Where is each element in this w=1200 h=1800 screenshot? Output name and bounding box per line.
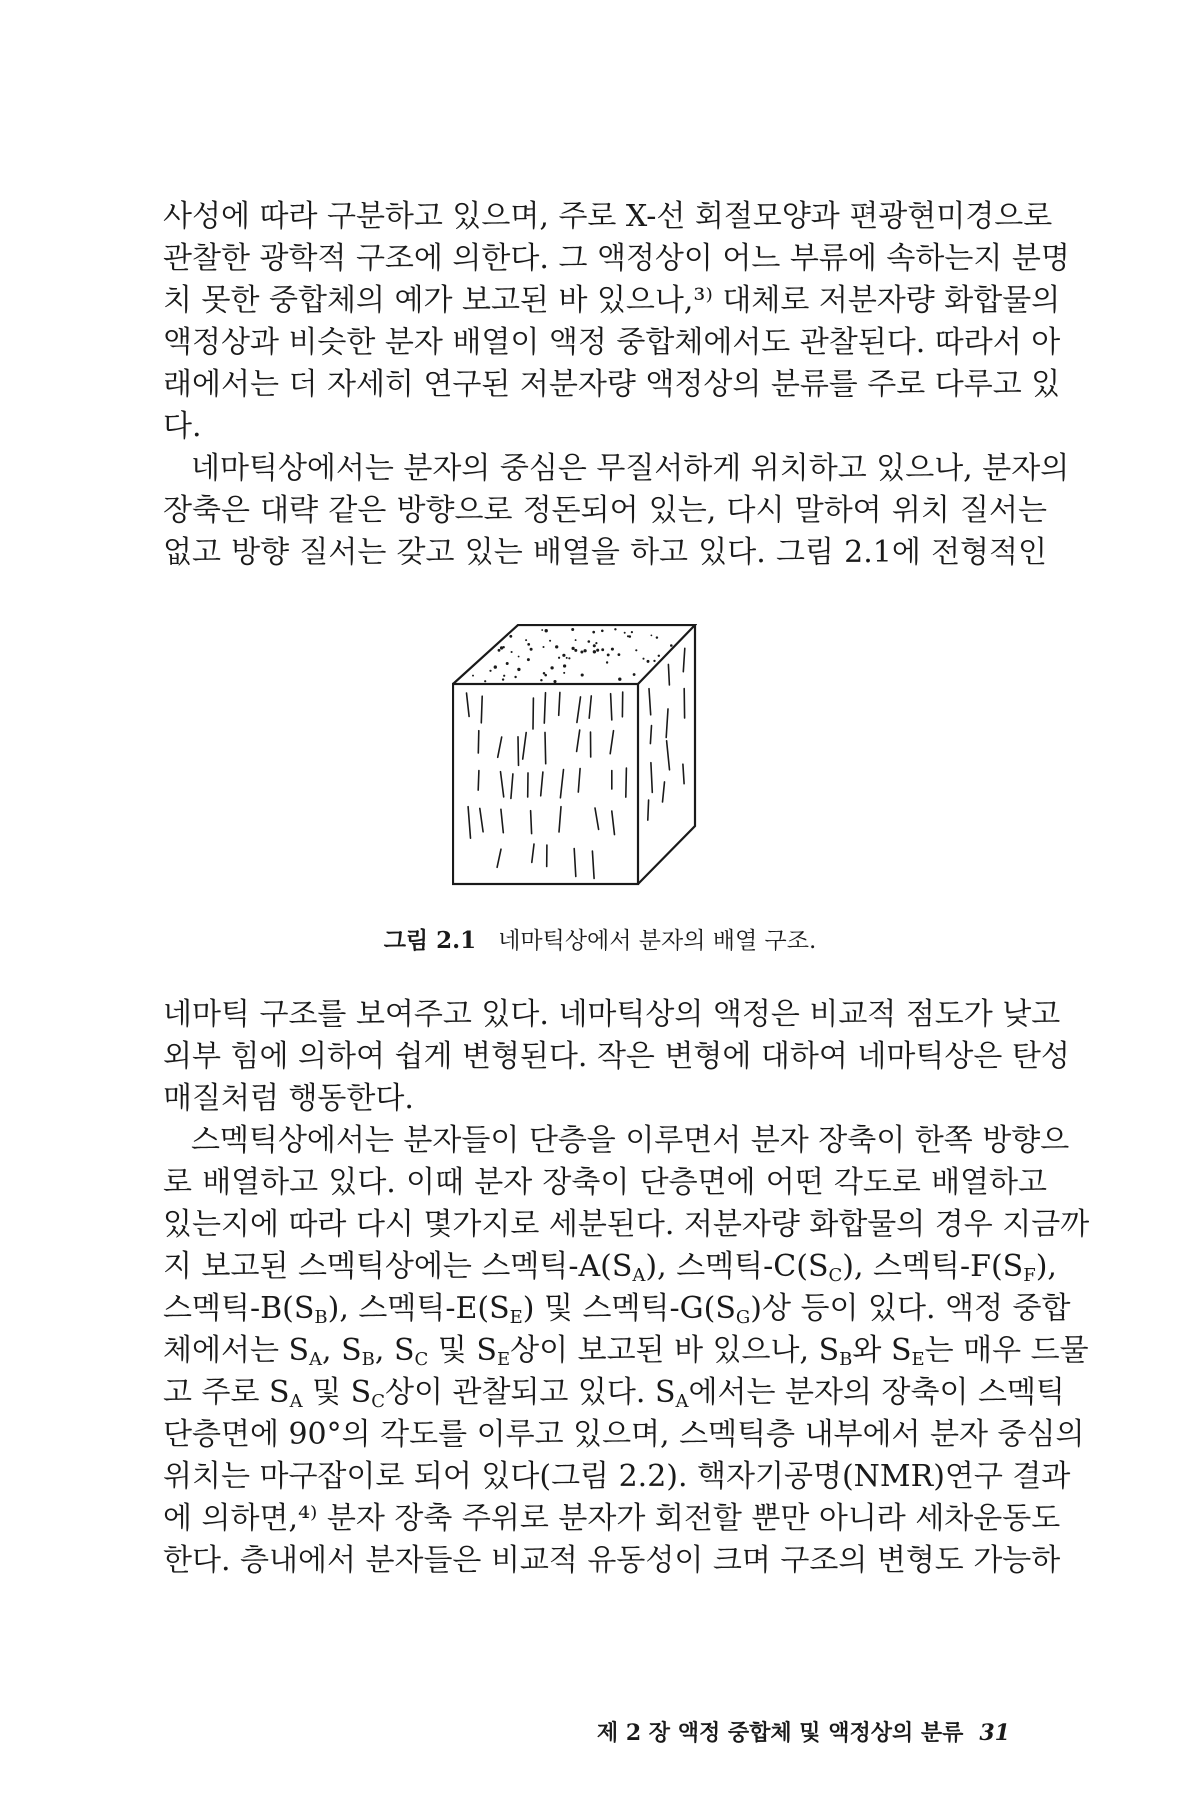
molecule-dot — [607, 653, 610, 656]
molecule-dot — [581, 673, 584, 676]
text-line: 래에서는 더 자세히 연구된 저분자량 액정상의 분류를 주로 다루고 있 — [163, 367, 1061, 402]
text-line: 고 주로 $S_A$ 및 $S_C$상이 관찰되고 있다. $S_A$에서는 분자의 장축이 스멕틱 — [163, 1375, 1065, 1412]
molecule-rod — [523, 733, 527, 760]
text-line: 없고 방향 질서는 갖고 있는 배열을 하고 있다. 그림 2.1에 전형적인 — [163, 535, 1047, 570]
molecule-dot — [575, 639, 577, 641]
running-footer — [560, 1716, 1010, 1747]
molecule-dot — [489, 670, 491, 672]
molecule-dot — [592, 631, 595, 634]
molecule-dot — [618, 678, 621, 681]
molecule-dot — [527, 643, 530, 646]
molecule-dot — [555, 645, 558, 648]
molecule-dot — [472, 675, 474, 677]
molecule-dot — [503, 675, 505, 677]
molecule-dot — [549, 640, 551, 642]
molecule-rod — [481, 696, 482, 723]
molecule-dot — [651, 635, 653, 637]
molecule-dot — [580, 651, 583, 654]
molecule-dot — [618, 653, 621, 656]
molecule-dot — [595, 642, 597, 644]
molecule-rod — [612, 811, 615, 835]
figure-caption-text: 네마틱상에서 분자의 배열 구조. — [498, 928, 817, 954]
molecule-rod — [511, 774, 513, 799]
molecule-dot — [593, 650, 596, 653]
molecule-dot — [627, 635, 629, 637]
molecule-dot — [566, 657, 568, 659]
nematic-cube-figure — [452, 624, 697, 886]
text-line: 관찰한 광학적 구조에 의한다. 그 액정상이 어느 부류에 속하는지 분명 — [163, 241, 1070, 276]
molecule-dot — [633, 673, 636, 676]
molecule-dot — [624, 632, 626, 634]
molecule-rod — [651, 763, 652, 793]
molecule-dot — [593, 644, 596, 647]
text-line: 한다. 층내에서 분자들은 비교적 유동성이 크며 구조의 변형도 가능하 — [163, 1543, 1061, 1578]
molecule-dot — [511, 651, 513, 653]
text-line: 사성에 따라 구분하고 있으며, 주로 X-선 회절모양과 편광현미경으로 — [163, 199, 1053, 234]
text-block-lower — [163, 994, 1090, 1582]
molecule-dot — [601, 648, 604, 651]
molecule-rod — [610, 731, 613, 754]
molecule-dot — [611, 648, 614, 651]
molecule-rod — [595, 808, 599, 829]
text-line: 체에서는 $S_A$, $S_B$, $S_C$ 및 $S_E$상이 보고된 바 있으나, $S_B$와 $S_E$는 매우 드물 — [163, 1333, 1089, 1370]
text-line: 매질처럼 행동한다. — [163, 1081, 414, 1116]
molecule-dot — [517, 668, 520, 671]
text-line: 단층면에 90°의 각도를 이루고 있으며, 스멕틱층 내부에서 분자 중심의 — [163, 1417, 1085, 1452]
molecule-dot — [614, 628, 616, 630]
molecule-rod — [666, 709, 668, 738]
text-line: 치 못한 중합체의 예가 보고된 바 있으나,³⁾ 대체로 저분자량 화합물의 — [163, 283, 1061, 318]
molecule-dot — [530, 648, 533, 651]
molecule-rod — [541, 772, 543, 796]
running-head: 제 2 장 액정 중합체 및 액정상의 분류 — [596, 1720, 964, 1746]
molecule-rod — [559, 807, 561, 832]
page-number: 31 — [979, 1720, 1010, 1746]
molecule-dot — [562, 654, 565, 657]
molecule-rod — [589, 696, 591, 718]
molecule-rod — [498, 737, 502, 757]
molecule-rod — [544, 693, 545, 723]
figure-caption-number: 그림 2.1 — [383, 927, 477, 954]
molecule-dot — [541, 629, 543, 631]
molecule-dot — [545, 629, 548, 632]
text-line: 외부 힘에 의하여 쉽게 변형된다. 작은 변형에 대하여 네마틱상은 탄성 — [163, 1039, 1070, 1074]
molecule-dot — [506, 662, 509, 665]
molecule-dot — [642, 658, 644, 660]
molecule-rod — [467, 693, 470, 717]
molecule-rod — [497, 849, 501, 867]
molecule-rod — [531, 811, 532, 834]
molecule-dot — [544, 674, 547, 677]
molecule-dot — [518, 656, 520, 658]
text-line: 다. — [163, 409, 202, 444]
molecule-dot — [509, 635, 512, 638]
molecule-dot — [563, 672, 565, 674]
molecule-rod — [480, 808, 483, 831]
text-line: 스멕틱$-B(S_B)$, 스멕틱$-E(S_E)$ 및 스멕틱$-G(S_G)$상 등이 있다. 액정 중합 — [163, 1291, 1071, 1328]
molecule-dot — [498, 649, 501, 652]
molecule-rod — [667, 741, 670, 770]
molecule-rod — [650, 726, 651, 744]
text-line: 로 배열하고 있다. 이때 분자 장축이 단층면에 어떤 각도로 배열하고 — [163, 1165, 1047, 1200]
nematic-cube-illustration — [452, 624, 697, 886]
molecule-dot — [587, 640, 590, 643]
molecule-dot — [596, 649, 599, 652]
molecule-rod — [478, 731, 479, 753]
molecule-dot — [484, 680, 486, 682]
molecule-rod — [592, 851, 594, 878]
molecule-dot — [571, 647, 574, 650]
molecule-dot — [571, 628, 574, 631]
molecule-dot — [500, 646, 503, 649]
molecule-rod — [501, 809, 503, 832]
molecule-dot — [574, 649, 577, 652]
molecule-dot — [542, 646, 544, 648]
molecule-rod — [626, 768, 627, 797]
text-line: 지 보고된 스멕틱상에는 스멕틱$-A(S_A)$, 스멕틱$-C(S_C)$, 스멕틱$-F(S_F)$, — [163, 1249, 1057, 1286]
molecule-rod — [560, 770, 563, 798]
molecule-dot — [647, 660, 650, 663]
molecule-rod — [468, 807, 470, 839]
molecule-rod — [501, 772, 504, 797]
molecule-dot — [631, 631, 633, 633]
molecule-rod — [577, 730, 580, 751]
text-line: 네마틱상에서는 분자의 중심은 무질서하게 위치하고 있으나, 분자의 — [191, 451, 1070, 486]
text-line: 액정상과 비슷한 분자 배열이 액정 중합체에서도 관찰된다. 따라서 아 — [163, 325, 1061, 360]
molecule-dot — [558, 657, 560, 659]
text-line: 장축은 대략 같은 방향으로 정돈되어 있는, 다시 말하여 위치 질서는 — [163, 493, 1047, 528]
molecule-rod — [545, 732, 546, 763]
molecule-rod — [518, 737, 519, 766]
molecule-rod — [668, 664, 669, 685]
molecule-dot — [525, 639, 527, 641]
molecule-rod — [683, 648, 685, 671]
molecule-dot — [494, 665, 497, 668]
molecule-dot — [583, 649, 586, 652]
molecule-rod — [532, 844, 534, 862]
molecule-rod — [574, 849, 576, 877]
molecule-dot — [527, 658, 530, 661]
molecule-dot — [502, 678, 504, 680]
text-block-upper — [163, 196, 1070, 574]
text-line: 있는지에 따라 다시 몇가지로 세분된다. 저분자량 화합물의 경우 지금까 — [163, 1207, 1090, 1242]
text-line: 위치는 마구잡이로 되어 있다(그림 2.2). 핵자기공명(NMR)연구 결과 — [163, 1459, 1071, 1494]
molecule-dot — [553, 680, 556, 683]
molecule-dot — [658, 655, 660, 657]
molecule-dot — [568, 657, 570, 659]
molecule-rod — [577, 697, 581, 723]
text-line: 에 의하면,⁴⁾ 분자 장축 주위로 분자가 회전할 뿐만 아니라 세차운동도 — [163, 1501, 1061, 1536]
molecule-rod — [478, 771, 479, 791]
molecule-dot — [514, 676, 516, 678]
molecule-rod — [649, 689, 651, 715]
molecule-dot — [563, 664, 566, 667]
text-line: 네마틱 구조를 보여주고 있다. 네마틱상의 액정은 비교적 점도가 낮고 — [163, 997, 1061, 1032]
molecule-rod — [648, 800, 649, 820]
molecule-dot — [606, 661, 608, 663]
molecule-dot — [540, 679, 542, 681]
molecule-dot — [653, 660, 655, 662]
molecule-rod — [683, 764, 684, 784]
molecule-dot — [635, 649, 637, 651]
text-line: 스멕틱상에서는 분자들이 단층을 이루면서 분자 장축이 한쪽 방향으 — [191, 1123, 1070, 1158]
molecule-dot — [601, 630, 604, 633]
molecule-dot — [550, 666, 553, 669]
molecule-dot — [656, 636, 658, 638]
molecule-rod — [559, 692, 560, 715]
molecule-rod — [663, 782, 665, 802]
molecule-rod — [611, 694, 612, 720]
molecule-rod — [578, 769, 580, 793]
figure-caption — [0, 922, 1200, 955]
molecule-dot — [670, 644, 673, 647]
